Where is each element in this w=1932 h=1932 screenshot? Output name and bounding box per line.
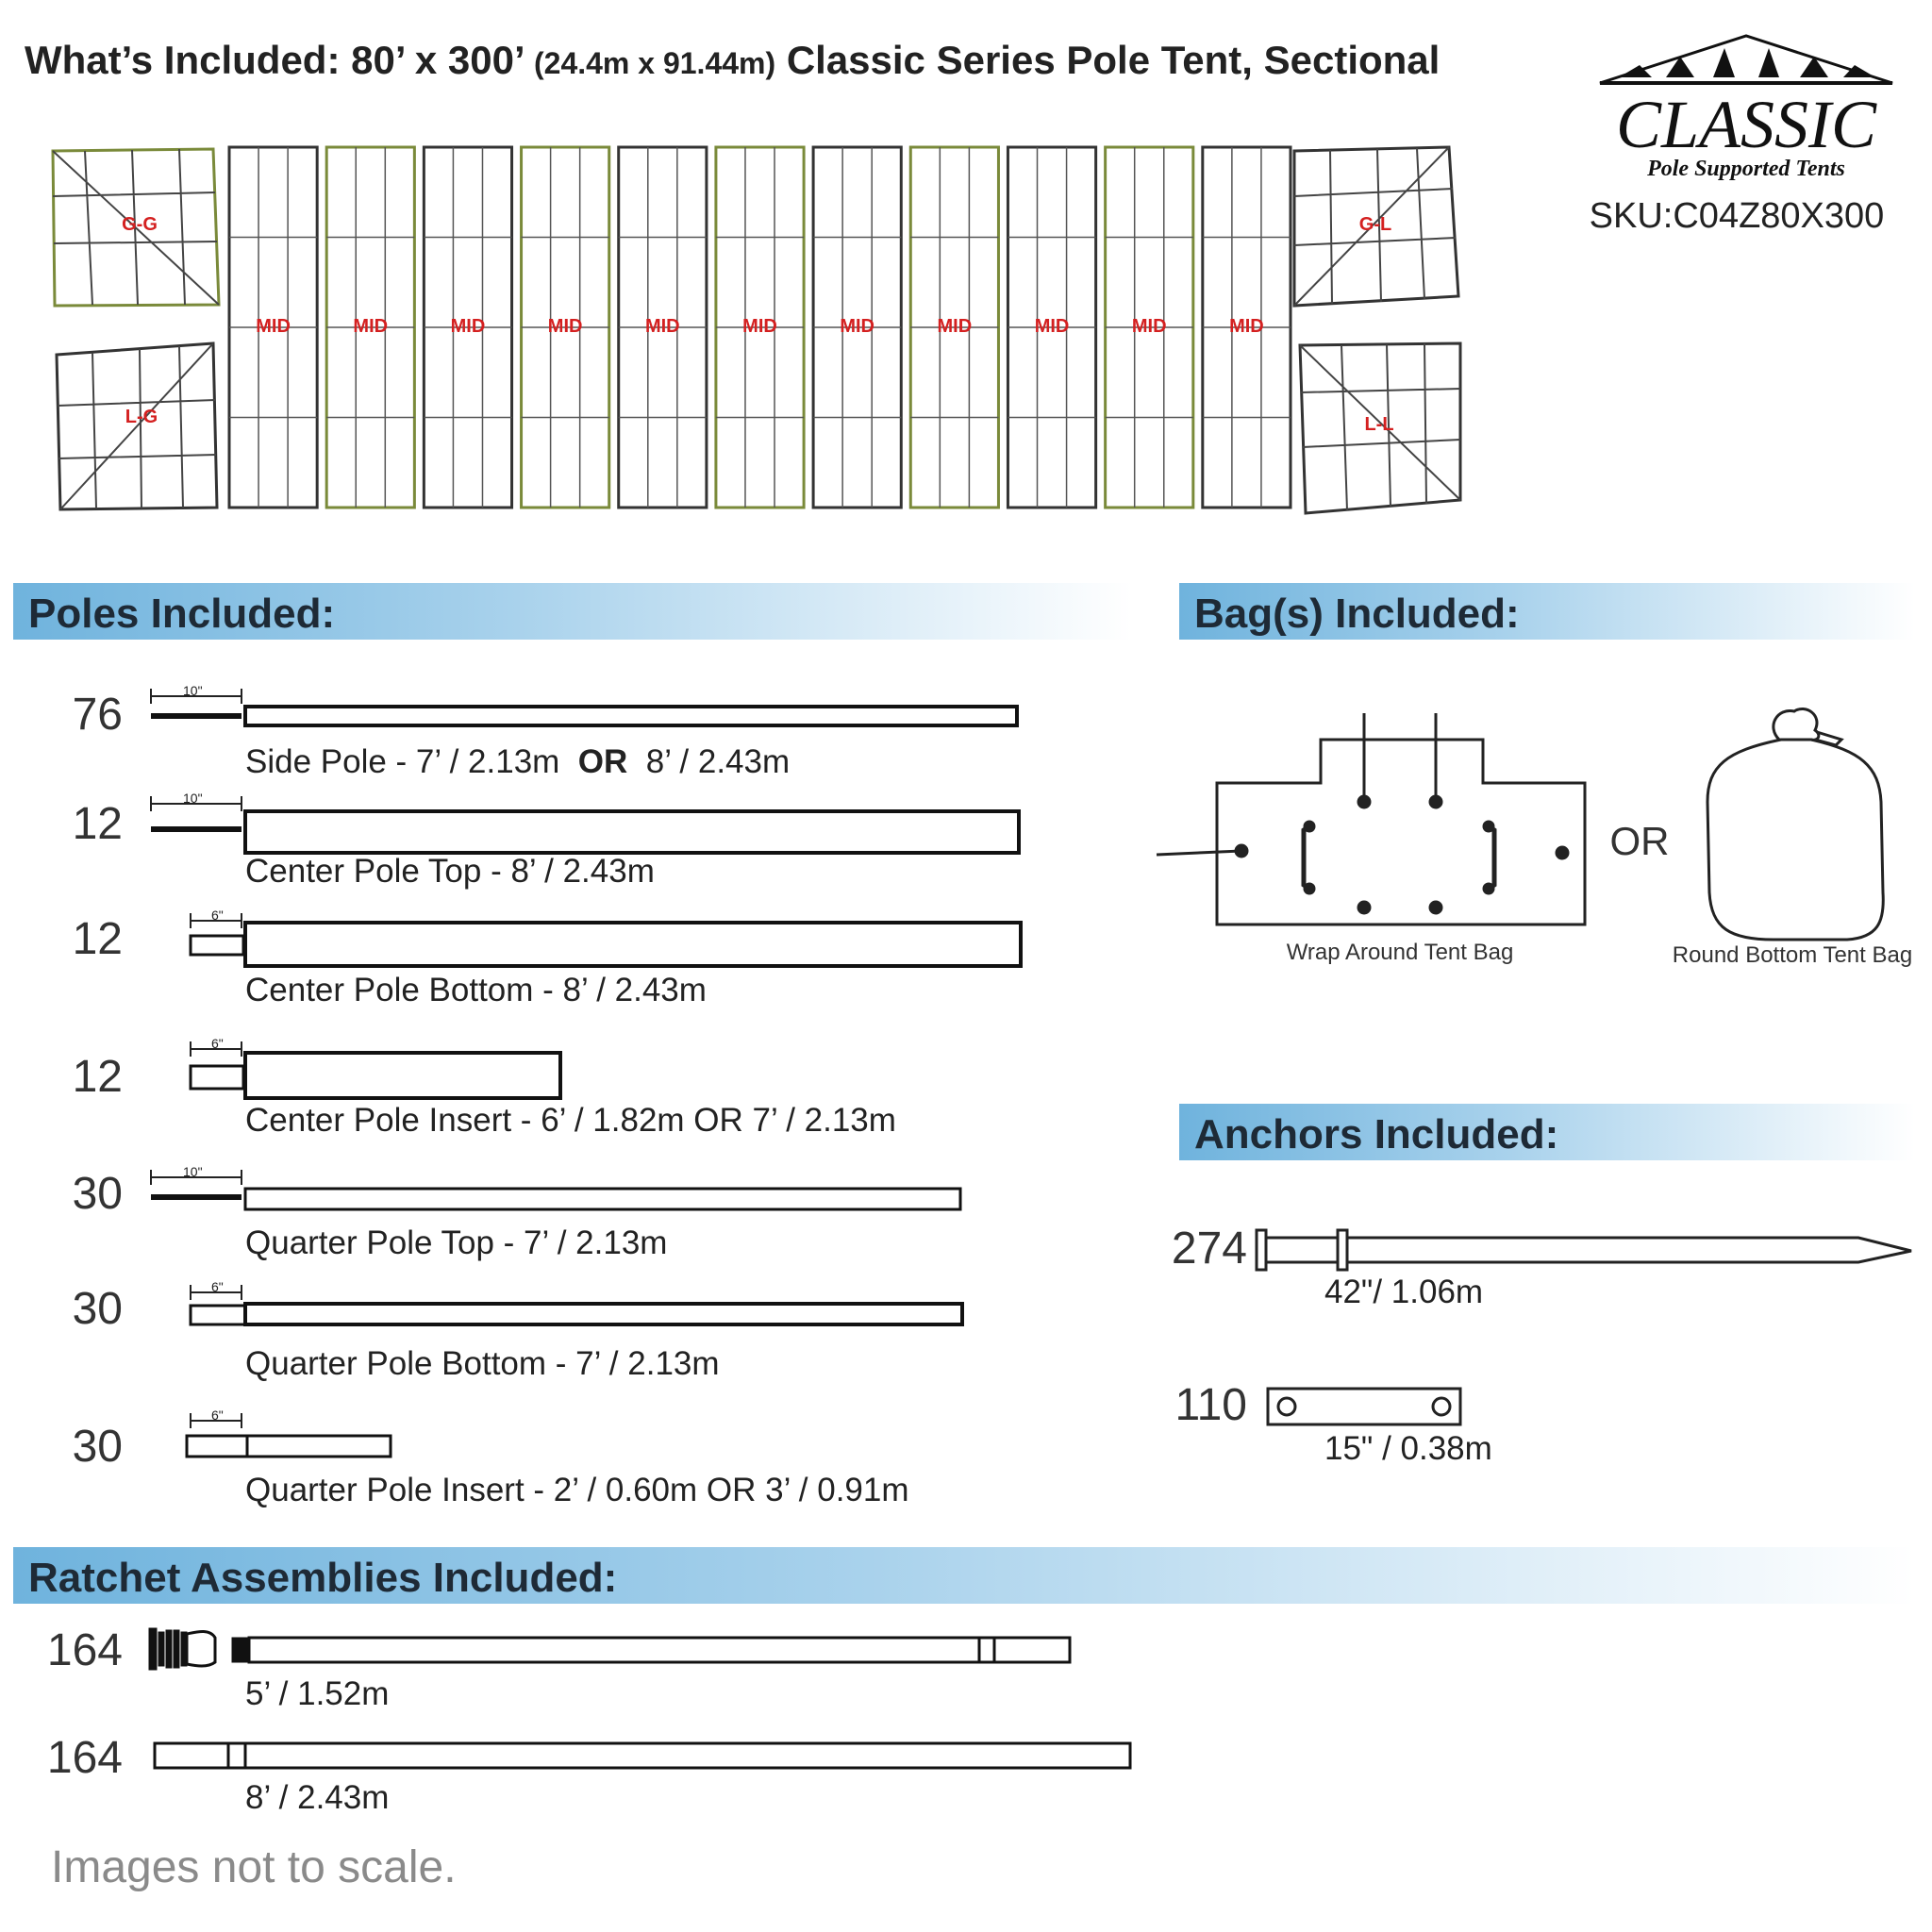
mid-label: MID [1034, 316, 1070, 337]
side-pole-caption [245, 743, 790, 781]
wrap-around-bag-icon [1157, 713, 1585, 924]
quarter-pole-insert-drawing [142, 1409, 425, 1466]
mid-label: MID [547, 316, 583, 337]
logo-brand: CLASSIC [1615, 87, 1877, 162]
mid-section [813, 147, 901, 508]
mid-label: MID [742, 316, 777, 337]
ratchet-8ft-drawing [142, 1738, 1141, 1775]
mid-label: MID [256, 316, 291, 337]
side-pole-drawing [142, 685, 1028, 741]
mid-label: MID [353, 316, 389, 337]
title-product: Classic Series Pole Tent, Sectional [786, 38, 1441, 82]
ratchet-5ft-qty: 164 [46, 1625, 123, 1675]
ratchet-8ft-qty: 164 [46, 1733, 123, 1783]
bags-section-header [1179, 583, 1915, 640]
mid-label: MID [1229, 316, 1264, 337]
mid-section [522, 147, 609, 508]
quarter-pole-insert-caption: Quarter Pole Insert - 2’ / 0.60m OR 3’ / 0.91m [245, 1472, 909, 1508]
logo-tagline: Pole Supported Tents [1647, 157, 1845, 181]
center-pole-top-caption: Center Pole Top - 8’ / 2.43m [245, 853, 655, 890]
tent-layout-diagram [47, 140, 1472, 517]
center-pole-top-qty: 12 [72, 799, 123, 849]
tent-stripes-icon [1600, 36, 1892, 83]
center-pole-top-drawing [142, 792, 1028, 858]
plate-anchor-qty: 110 [1174, 1380, 1247, 1430]
page-title [25, 38, 1440, 83]
mid-section [910, 147, 998, 508]
bags-drawing [1151, 698, 1924, 981]
wrap-around-bag-label: Wrap Around Tent Bag [1286, 940, 1514, 965]
quarter-pole-top-qty: 30 [72, 1169, 123, 1219]
dim-label: 6" [211, 1038, 224, 1051]
center-pole-insert-caption: Center Pole Insert - 6’ / 1.82m OR 7’ / 2.13m [245, 1102, 896, 1139]
stake-anchor-caption: 42"/ 1.06m [1324, 1274, 1484, 1310]
side-pole-caption-a: Side Pole - 7’ / 2.13m [245, 743, 560, 780]
mid-label: MID [937, 316, 973, 337]
bags-section-title: Bag(s) Included: [1194, 591, 1520, 637]
mid-label: MID [450, 316, 486, 337]
corner-label-gg: G-G [122, 214, 158, 235]
corner-label-gl: G-L [1358, 214, 1392, 235]
ratchet-5ft-drawing [142, 1623, 1075, 1679]
anchors-section-header [1179, 1104, 1915, 1160]
mid-section [1106, 147, 1193, 508]
mid-label: MID [1131, 316, 1167, 337]
mid-label: MID [840, 316, 875, 337]
mid-section [229, 147, 317, 508]
title-size: What’s Included: 80’ x 300’ [25, 38, 524, 82]
dim-label: 6" [211, 1409, 224, 1423]
poles-section-header [13, 583, 1132, 640]
anchors-section-title: Anchors Included: [1194, 1111, 1559, 1158]
mid-section [424, 147, 511, 508]
title-metric: (24.4m x 91.44m) [533, 46, 776, 80]
mid-section [1008, 147, 1095, 508]
dim-label: 6" [211, 909, 224, 923]
center-pole-bottom-drawing [142, 909, 1028, 975]
center-pole-bottom-caption: Center Pole Bottom - 8’ / 2.43m [245, 972, 707, 1008]
bags-or-label: OR [1609, 819, 1670, 863]
side-pole-caption-or: OR [577, 743, 628, 780]
quarter-pole-bottom-qty: 30 [72, 1284, 123, 1334]
plate-anchor-drawing [1264, 1383, 1462, 1430]
quarter-pole-top-drawing [142, 1166, 991, 1219]
poles-section-title: Poles Included: [28, 591, 336, 637]
ratchet-buckle-icon [149, 1628, 249, 1670]
mid-section [619, 147, 707, 508]
round-bottom-bag-label: Round Bottom Tent Bag [1672, 942, 1913, 968]
dim-label: 10" [183, 685, 203, 698]
plate-anchor-caption: 15" / 0.38m [1324, 1430, 1492, 1467]
ratchets-section-header [13, 1547, 1915, 1604]
dim-label: 10" [183, 1166, 203, 1179]
ratchet-5ft-caption: 5’ / 1.52m [245, 1675, 390, 1712]
scale-note: Images not to scale. [51, 1842, 457, 1892]
quarter-pole-bottom-caption: Quarter Pole Bottom - 7’ / 2.13m [245, 1345, 720, 1382]
mid-section [1203, 147, 1291, 508]
quarter-pole-insert-qty: 30 [72, 1422, 123, 1472]
stake-anchor-qty: 274 [1171, 1224, 1247, 1274]
mid-label: MID [644, 316, 680, 337]
mid-section [326, 147, 414, 508]
quarter-pole-top-caption: Quarter Pole Top - 7’ / 2.13m [245, 1224, 668, 1261]
dim-label: 10" [183, 792, 203, 806]
dim-label: 6" [211, 1281, 224, 1294]
center-pole-insert-qty: 12 [72, 1052, 123, 1102]
quarter-pole-bottom-drawing [142, 1281, 991, 1334]
mid-section [716, 147, 804, 508]
sku-label: SKU:C04Z80X300 [1589, 196, 1885, 236]
side-pole-caption-b: 8’ / 2.43m [645, 743, 791, 780]
ratchet-8ft-caption: 8’ / 2.43m [245, 1779, 390, 1816]
side-pole-qty: 76 [72, 690, 123, 740]
center-pole-bottom-qty: 12 [72, 914, 123, 964]
stake-anchor-drawing [1255, 1226, 1924, 1274]
corner-label-lg: L-G [125, 407, 158, 427]
round-bottom-bag-icon [1707, 708, 1883, 940]
corner-label-ll: L-L [1364, 414, 1394, 435]
ratchets-section-title: Ratchet Assemblies Included: [28, 1555, 618, 1601]
